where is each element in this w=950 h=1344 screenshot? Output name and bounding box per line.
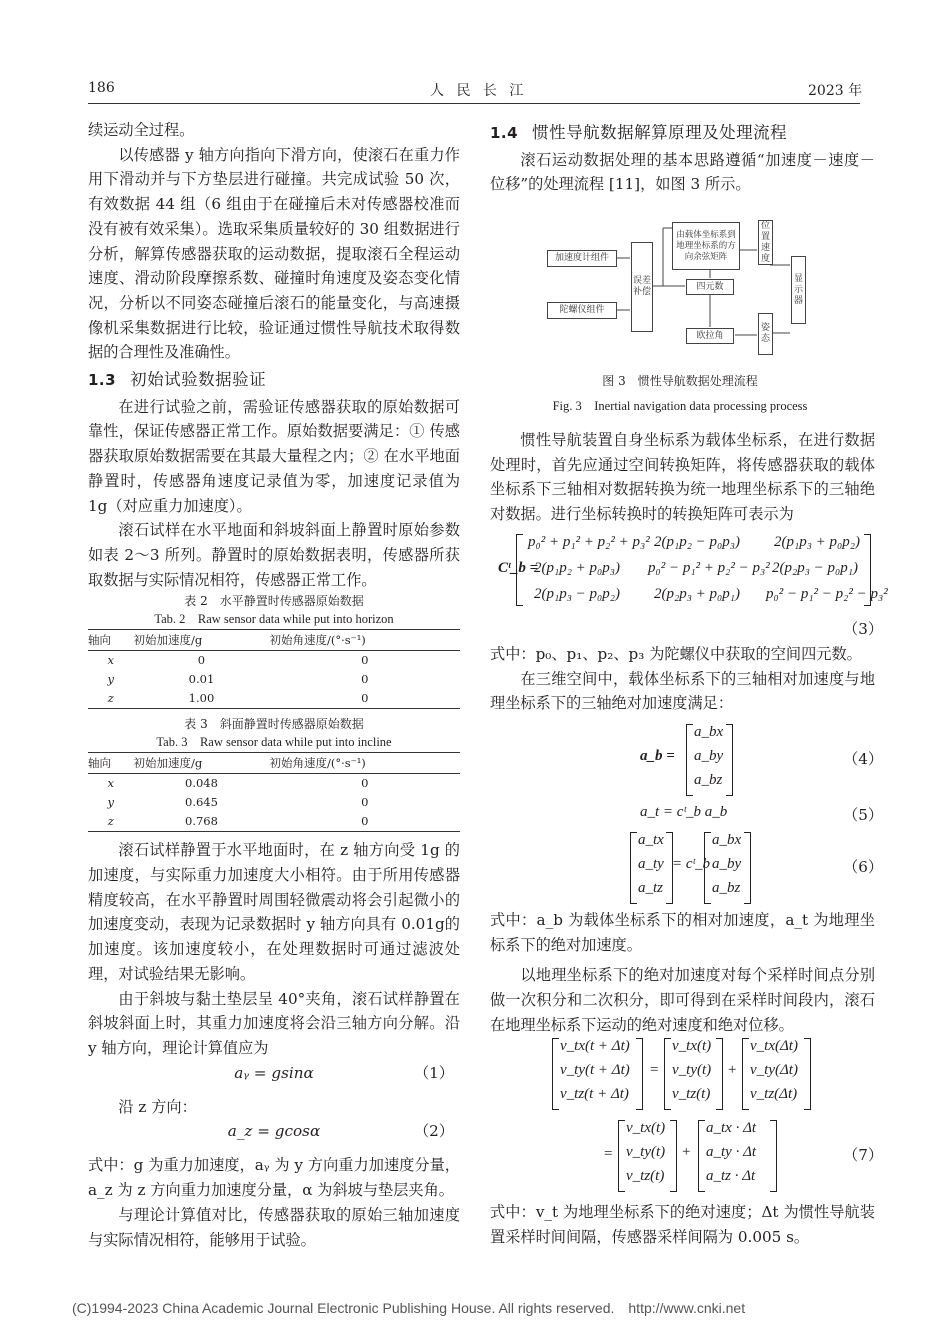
section-title: 惯性导航数据解算原理及处理流程: [532, 123, 788, 142]
vector-cell: v_tx(t): [672, 1038, 712, 1054]
vector-cell: a_by: [694, 748, 724, 764]
section-heading: [88, 368, 460, 393]
paragraph: 续运动全过程。: [88, 121, 195, 139]
vector-cell: a_tz: [638, 880, 664, 896]
left-bracket: [664, 1038, 671, 1110]
cell: x: [107, 776, 114, 791]
copyright-footer: (C)1994-2023 China Academic Journal Electronic Publishing House. All rights reserved. http://www.cnki.net: [72, 1300, 746, 1316]
right-bracket: [770, 1120, 777, 1192]
equation-body: a_z = gcosα: [227, 1122, 321, 1141]
left-column: [88, 118, 460, 1252]
vector-cell: a_bz: [694, 772, 723, 788]
table-row: [88, 689, 460, 709]
vector-cell: v_tz(t + Δt): [560, 1086, 629, 1102]
equation-number: （3）: [843, 620, 884, 638]
section-title: 初始试验数据验证: [130, 370, 267, 390]
paragraph: 与理论计算值对比，传感器获取的原始三轴加速度与实际情况相符，能够用于试验。: [88, 1205, 460, 1249]
equals-sign: =: [650, 1062, 659, 1078]
right-bracket: [636, 1038, 643, 1110]
matrix-cell: p₀² − p₁² + p₂² − p₃²: [648, 560, 770, 576]
vector-cell: a_tx: [638, 832, 664, 848]
table-row: [88, 812, 460, 832]
vector-cell: v_tx(t + Δt): [560, 1038, 630, 1054]
vector-cell: v_ty(t): [626, 1144, 666, 1160]
cell: 0.048: [185, 776, 218, 791]
table-caption: 表 3 斜面静置时传感器原始数据: [184, 717, 364, 732]
left-bracket: [686, 724, 693, 796]
equation-number: （5）: [843, 806, 884, 824]
equation-1: [88, 1061, 460, 1095]
table-header: 初始角速度/(°·s⁻¹): [269, 753, 460, 774]
table-header: 初始加速度/g: [133, 753, 269, 774]
paragraph: 滚石试样静置于水平地面时，在 z 轴方向受 1g 的加速度，与实际重力加速度大小相符。由于所用传感器精度较高，在水平静置时周围轻微震动将会引起微小的加速度变动，表现为记录数据时 y 轴方向具有 0.01g的加速度。该加速度较小，在处理数据时可通过滤波处理，对试验结果无影响。: [88, 841, 460, 983]
vector-cell: v_ty(Δt): [750, 1062, 798, 1078]
equation-6: [490, 830, 884, 906]
equation-number: （1）: [413, 1063, 454, 1082]
vector-cell: a_ty · Δt: [706, 1144, 757, 1160]
paragraph: 由于斜坡与黏土垫层呈 40°夹角，滚石试样静置在斜坡斜面上时，其重力加速度将会沿三轴方向分解。沿 y 轴方向，理论计算值应为: [88, 989, 460, 1057]
vector-cell: v_ty(t): [672, 1062, 712, 1078]
paragraph: 惯性导航装置自身坐标系为载体坐标系，在进行数据处理时，首先应通过空间转换矩阵，将传感器获取的载体坐标系下三轴相对数据转换为统一地理坐标系下的三轴绝对数据。进行坐标转换时的转换矩阵可表示为: [490, 431, 875, 524]
vector-cell: v_ty(t + Δt): [560, 1062, 630, 1078]
quaternion-box: 四元数: [686, 279, 734, 295]
cell: z: [88, 689, 133, 709]
table-header: 轴向: [88, 753, 133, 774]
left-bracket: [516, 534, 523, 606]
paragraph: 滚石运动数据处理的基本思路遵循“加速度－速度－位移”的处理流程 [11]，如图 3 所示。: [490, 150, 875, 194]
paragraph: 在三维空间中，载体坐标系下的三轴相对加速度与地理坐标系下的三轴绝对加速度满足：: [490, 669, 875, 713]
left-bracket: [552, 1038, 559, 1110]
cell: 0: [197, 653, 206, 668]
header-rule: [88, 103, 860, 104]
display-box: 显示器: [791, 256, 806, 324]
plus-sign: +: [682, 1144, 691, 1160]
equation-2: [88, 1119, 460, 1153]
error-compensation-box: 误差补偿: [631, 242, 653, 332]
matrix-cell: 2(p₂p₃ + p₀p₁): [654, 586, 740, 602]
table-header: 轴向: [88, 630, 133, 651]
table-caption-en: Tab. 3 Raw sensor data while put into incline: [156, 735, 392, 750]
table-header: 初始角速度/(°·s⁻¹): [269, 630, 460, 651]
vector-cell: a_tz · Δt: [706, 1168, 756, 1184]
cell: y: [107, 672, 114, 687]
right-bracket: [726, 724, 733, 796]
equation-operator: = cᵗ_b: [672, 856, 711, 872]
paragraph: 式中：p₀、p₁、p₂、p₃ 为陀螺仪中获取的空间四元数。: [490, 645, 862, 663]
table-2: [88, 629, 460, 709]
paragraph: 以地理坐标系下的绝对加速度对每个采样时间点分别做一次积分和二次积分，即可得到在采样时间段内，滚石在地理坐标系下运动的绝对速度和绝对位移。: [490, 966, 875, 1034]
cell: 0: [361, 653, 369, 668]
cell: 0: [269, 689, 460, 709]
paragraph: 滚石试样在水平地面和斜坡斜面上静置时原始参数如表 2～3 所列。静置时的原始数据表明，传感器所获取数据与实际情况相符，传感器正常工作。: [88, 521, 460, 589]
cell: 0: [361, 672, 369, 687]
table-3: [88, 752, 460, 832]
right-column-text-2: [490, 908, 875, 1038]
matrix-cell: 2(p₁p₃ + p₀p₂): [774, 534, 860, 550]
equation-5: [490, 802, 884, 828]
cell: 1.00: [133, 689, 269, 709]
vector-cell: a_ty: [638, 856, 664, 872]
table-row: [88, 793, 460, 812]
section-heading: [490, 121, 875, 146]
right-bracket: [804, 1038, 811, 1110]
plus-sign: +: [728, 1062, 737, 1078]
cell: 0.645: [185, 795, 218, 810]
left-bracket: [618, 1120, 625, 1192]
table-row: [88, 774, 460, 794]
equation-number: （6）: [843, 858, 884, 876]
cell: y: [107, 795, 114, 810]
equation-number: （2）: [413, 1122, 454, 1141]
equation-number: （7）: [843, 1146, 884, 1164]
attitude-box: 姿态: [758, 313, 773, 355]
table-caption: 表 2 水平静置时传感器原始数据: [184, 594, 364, 609]
table-caption-en: Tab. 2 Raw sensor data while put into horizon: [154, 612, 394, 627]
matrix-cell: p₀² + p₁² + p₂² + p₃²: [528, 534, 650, 550]
left-bracket: [704, 832, 711, 904]
vector-cell: v_tx(t): [626, 1120, 666, 1136]
table-header: 初始加速度/g: [133, 630, 269, 651]
dcm-box: 由载体坐标系到地理坐标系的方向余弦矩阵: [672, 222, 740, 270]
table-row: [88, 651, 460, 671]
left-bracket: [742, 1038, 749, 1110]
matrix-cell: 2(p₁p₂ − p₀p₃): [654, 534, 740, 550]
equation-number: （4）: [843, 750, 884, 768]
equation-body: aᵧ = gsinα: [234, 1063, 314, 1082]
right-bracket: [670, 1120, 677, 1192]
cell: 0: [361, 776, 369, 791]
right-column-text: [490, 642, 875, 716]
journal-title: 人 民 长 江: [430, 83, 528, 99]
left-bracket: [630, 832, 637, 904]
paragraph: 沿 z 方向：: [118, 1097, 197, 1116]
section-number: 1.3: [88, 371, 117, 390]
figure-caption-en: Fig. 3 Inertial navigation data processing process: [552, 399, 808, 413]
equation-body: a_t = cᵗ_b a_b: [640, 804, 728, 820]
figure-caption: 图 3 惯性导航数据处理流程: [602, 374, 758, 388]
paragraph: 在进行试验之前，需验证传感器获取的原始数据可靠性，保证传感器正常工作。原始数据要满足：① 传感器获取原始数据需要在其最大量程之内；② 在水平地面静置时，传感器角速度记录值为零，加速度记录值为 1g（对应重力加速度）。: [88, 397, 460, 515]
page-number: 186: [88, 80, 115, 96]
right-bracket: [716, 1038, 723, 1110]
position-velocity-box: 位置速度: [758, 220, 773, 265]
vector-cell: v_tz(t): [672, 1086, 711, 1102]
euler-angle-box: 欧拉角: [686, 328, 734, 344]
accelerometer-box: 加速度计组件: [547, 250, 617, 267]
paragraph: 式中：g 为重力加速度，aᵧ 为 y 方向重力加速度分量，a_z 为 z 方向重力加速度分量，α 为斜坡与垫层夹角。: [88, 1156, 460, 1200]
table-row: [88, 670, 460, 689]
right-column-mid: [490, 428, 875, 527]
vector-cell: a_bx: [694, 724, 724, 740]
matrix-cell: 2(p₁p₂ + p₀p₃): [534, 560, 620, 576]
cell: z: [88, 812, 133, 832]
vector-cell: a_by: [712, 856, 742, 872]
equation-4: [490, 722, 884, 798]
matrix-cell: 2(p₂p₃ − p₀p₁): [772, 560, 858, 576]
matrix-lhs: Cᵗ_b =: [498, 560, 539, 576]
cell: 0: [361, 795, 369, 810]
paragraph: 式中：a_b 为载体坐标系下的相对加速度，a_t 为地理坐标系下的绝对加速度。: [490, 911, 875, 954]
vector-cell: a_tx · Δt: [706, 1120, 757, 1136]
matrix-cell: 2(p₁p₃ − p₀p₂): [534, 586, 620, 602]
year: 2023 年: [808, 83, 863, 99]
vector-cell: a_bz: [712, 880, 741, 896]
equation-3: [490, 530, 888, 610]
vector-cell: v_tz(Δt): [750, 1086, 798, 1102]
vector-lhs: a_b =: [640, 748, 675, 764]
equation-7: [490, 1036, 884, 1196]
cell: 0.768: [133, 812, 269, 832]
right-column-top: [490, 118, 875, 197]
vector-cell: v_tz(t): [626, 1168, 665, 1184]
cell: 0: [269, 812, 460, 832]
paragraph: 以传感器 y 轴方向指向下滑方向，使滚石在重力作用下滑动并与下方垫层进行碰撞。共完成试验 50 次，有效数据 44 组（6 组由于在碰撞后未对传感器校准而没有被有效采集）。选取采集质量较好的 30 组数据进行分析，解算传感器获取的运动数据，提取滚石全程运动速度、滑动阶段摩擦系数、碰撞时角速度及姿态变化情况，分析以不同姿态碰撞后滚石的能量变化，与高速摄像机采集数据进行比较，验证通过惯性导航技术取得数据的合理性及准确性。: [88, 145, 460, 362]
equals-sign: =: [604, 1146, 613, 1162]
cell: x: [107, 653, 114, 668]
cell: 0.01: [188, 672, 215, 687]
gyroscope-box: 陀螺仪组件: [547, 302, 617, 319]
matrix-cell: p₀² − p₁² − p₂² − p₃²: [766, 586, 888, 602]
vector-cell: a_bx: [712, 832, 742, 848]
section-number: 1.4: [490, 124, 519, 142]
right-bracket: [744, 832, 751, 904]
right-column-text-3: [490, 1200, 875, 1249]
left-bracket: [698, 1120, 705, 1192]
paragraph: 式中：v_t 为地理坐标系下的绝对速度；Δt 为惯性导航装置采样时间间隔，传感器采样间隔为 0.005 s。: [490, 1203, 875, 1246]
vector-cell: v_tx(Δt): [750, 1038, 798, 1054]
figure-3-flowchart: [545, 218, 815, 360]
